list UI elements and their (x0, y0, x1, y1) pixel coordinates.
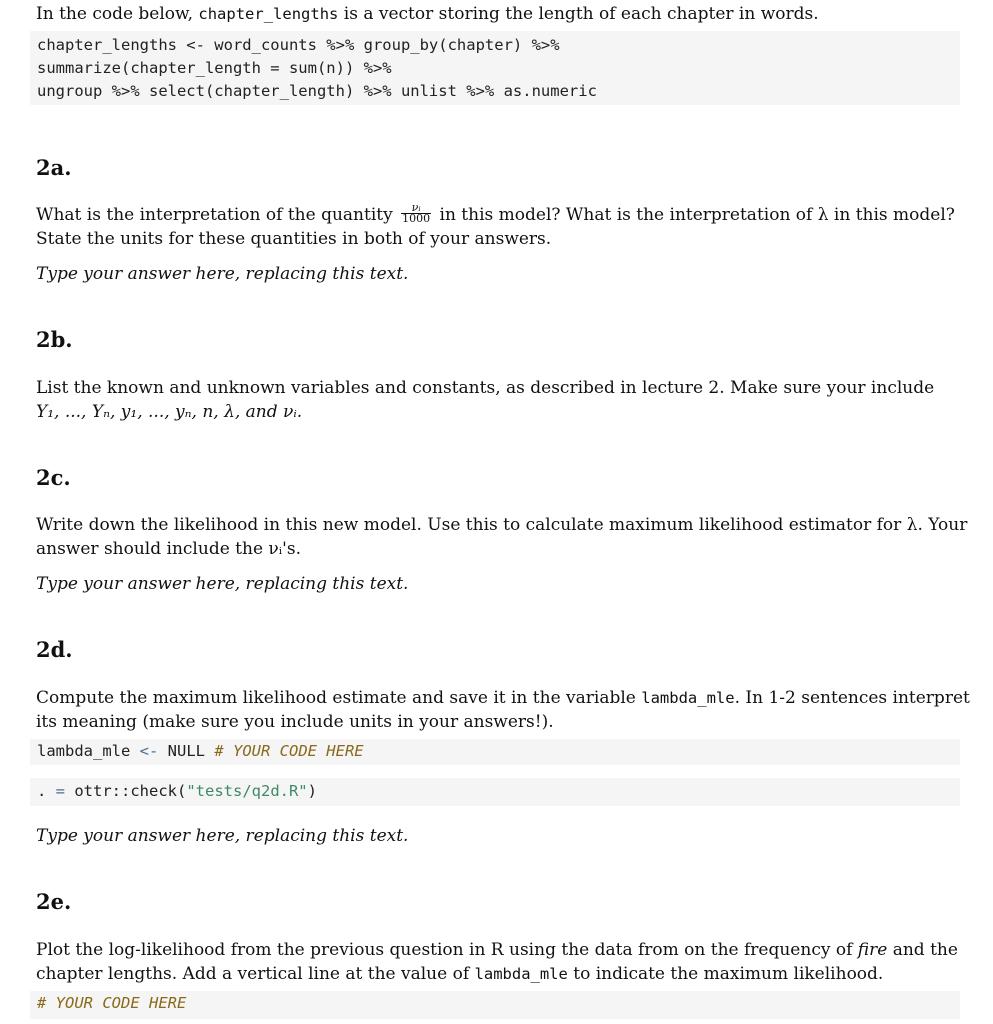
heading-2e: 2e. (36, 889, 72, 914)
q2b-line-1: List the known and unknown variables and constants, as described in lecture 2. Make sure your include (36, 378, 935, 398)
code-comment: # YOUR CODE HERE (214, 742, 364, 760)
intro-text-after: is a vector storing the length of each chapter in words. (343, 4, 819, 24)
q2e-text-2a: chapter lengths. Add a vertical line at the value of (36, 964, 470, 984)
q2c-line-1: Write down the likelihood in this new model. Use this to calculate maximum likelihood estimator for λ. Your (36, 515, 968, 535)
heading-2a: 2a. (36, 155, 72, 180)
code-null: NULL (167, 742, 215, 760)
q2e-text-1b: and the (892, 940, 958, 960)
check-eq: = (55, 782, 75, 800)
code-line-2 (37, 57, 960, 80)
q2e-line-2 (36, 962, 883, 986)
q2d-answer-placeholder[interactable]: Type your answer here, replacing this text. (36, 826, 409, 846)
q2d-text-1a: Compute the maximum likelihood estimate and save it in the variable (36, 688, 636, 708)
intro-paragraph (36, 2, 819, 26)
q2d-text-1b: . In 1-2 sentences interpret (734, 688, 970, 708)
nu-over-1000-fraction (401, 203, 431, 224)
fraction-denominator: 1000 (402, 212, 431, 225)
code-line-3 (37, 80, 960, 103)
code-var-lambda-mle: lambda_mle (37, 742, 131, 760)
q2d-line-1 (36, 686, 970, 710)
check-dot: . (37, 782, 56, 800)
heading-2c: 2c. (36, 465, 71, 490)
heading-2b: 2b. (36, 327, 73, 352)
q2e-text-2b: to indicate the maximum likelihood. (573, 964, 884, 984)
code-cell-ottr-check[interactable] (30, 778, 960, 806)
code-line-2-text: summarize(chapter_length = sum(n)) %>% (37, 59, 392, 77)
check-fn: ottr::check( (74, 782, 187, 800)
heading-2d: 2d. (36, 637, 73, 662)
q2c-line-2: answer should include the νᵢ's. (36, 539, 301, 559)
q2c-answer-placeholder[interactable]: Type your answer here, replacing this text. (36, 574, 409, 594)
code-line-1 (37, 34, 960, 57)
code-line-3-text: ungroup %>% select(chapter_length) %>% unlist %>% as.numeric (37, 82, 597, 100)
q2b-line-2: Y₁, ..., Yₙ, y₁, ..., yₙ, n, λ, and νᵢ. (36, 402, 303, 422)
check-string: "tests/q2d.R" (186, 782, 308, 800)
code-line-1-text: chapter_lengths <- word_counts %>% group_by(chapter) %>% (37, 36, 560, 54)
code-assign-op: <- (130, 742, 168, 760)
q2a-line-1 (36, 203, 955, 227)
code-cell-plot[interactable] (30, 991, 960, 1019)
check-close: ) (307, 782, 317, 800)
code-cell-lambda-mle[interactable] (30, 739, 960, 765)
code-block-chapter-lengths (30, 31, 960, 105)
q2e-text-1a: Plot the log-likelihood from the previous question in R using the data from on the frequency of (36, 940, 853, 960)
q2a-answer-placeholder[interactable]: Type your answer here, replacing this text. (36, 264, 409, 284)
q2a-line-2: State the units for these quantities in both of your answers. (36, 229, 552, 249)
q2e-variable: lambda_mle (474, 965, 568, 983)
q2e-line-1 (36, 938, 958, 962)
plot-code-comment: # YOUR CODE HERE (37, 994, 187, 1012)
q2a-text-1a: What is the interpretation of the quantity (36, 205, 393, 225)
q2a-text-1b: in this model? What is the interpretation of λ in this model? (439, 205, 955, 225)
fraction-numerator: νᵢ (401, 203, 431, 214)
intro-variable: chapter_lengths (198, 5, 339, 23)
intro-text-before: In the code below, (36, 4, 193, 24)
q2e-text-emphasis: fire (857, 940, 888, 960)
q2d-line-2: its meaning (make sure you include units in your answers!). (36, 712, 554, 732)
q2d-variable: lambda_mle (641, 689, 735, 707)
